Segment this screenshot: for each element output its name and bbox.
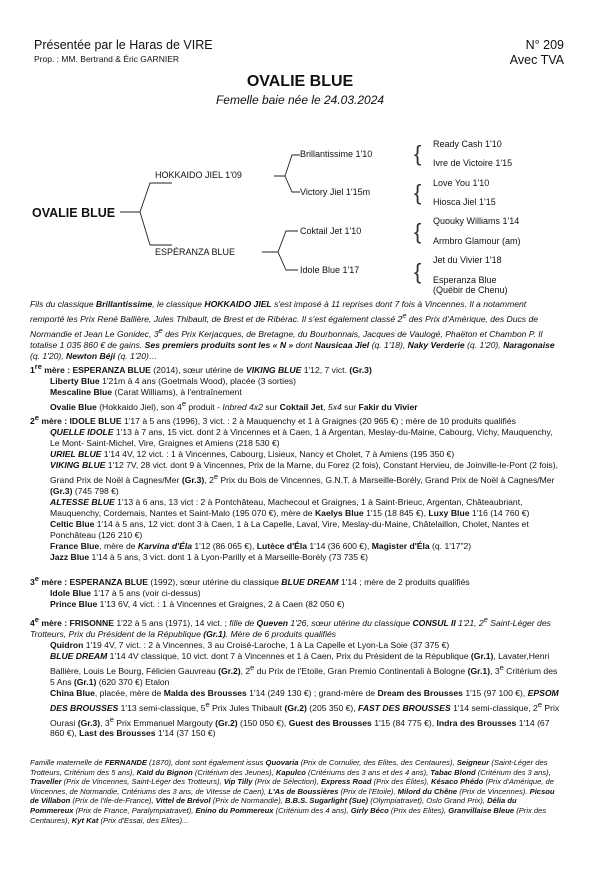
brace-icon: {: [414, 259, 422, 284]
section-second-dam: [30, 412, 562, 563]
second-dam-product: URIEL BLUE 1'14 4V, 12 vict. : 1 à Vincennes, Cabourg, Lisieux, Nancy et Cholet, 7 à Amiens (195 350 €): [50, 448, 455, 459]
third-dam-product: Prince Blue 1'13 6V, 4 vict. : 1 à Vincennes et Graignes, 2 à Caen (82 050 €): [50, 598, 345, 609]
pedigree-subject: OVALIE BLUE: [32, 206, 116, 220]
first-dam-product: Mescaline Blue (Carat Williams), à l'entraînement: [50, 386, 242, 397]
lot-number: N° 209: [525, 38, 564, 52]
pedigree-g7: Jet du Vivier 1'18: [433, 255, 502, 265]
line-subject-sire: [120, 183, 172, 212]
section-third-dam: [30, 573, 562, 610]
first-dam-heading: 1re mère : ESPERANZA BLUE (2014), sœur utérine de VIKING BLUE 1'12, 7 vict. (Gr.3): [30, 362, 372, 375]
pedigree-dam-dam: Idole Blue 1'17: [300, 265, 360, 275]
second-dam-heading: 2e mère : IDOLE BLUE 1'17 à 5 ans (1996), 3 vict. : 2 à Mauquenchy et 1 à Graignes (20 965 €) ; mère de 10 produits qualifiés: [30, 413, 516, 426]
second-dam-product: ALTESSE BLUE 1'13 à 6 ans, 13 vict : 2 à Pontchâteau, Machecoul et Graignes, 1 à Saint-Brieuc, Argentan, Châteaubriant, Mauquenchy, Cordemais, Nantes et Saint-Malo (195 070 €), mère de Kaelys Blue 1'15 (18 845 €), Luxy Blue 1'16 (14 760 €): [50, 496, 530, 518]
brace-icon: {: [414, 180, 422, 205]
presenter: Présentée par le Haras de VIRE: [34, 38, 213, 52]
line-sire-dam: [285, 176, 300, 192]
line-subject-dam: [140, 212, 172, 245]
pedigree-g1: Ready Cash 1'10: [433, 139, 502, 149]
pedigree-g8: Esperanza Blue: [433, 275, 497, 285]
section-fourth-dam: [30, 614, 562, 739]
line-dam-dam: [278, 252, 298, 270]
horse-name: OVALIE BLUE: [246, 73, 354, 90]
pedigree-g6: Armbro Glamour (am): [433, 236, 521, 246]
pedigree-dam-sire: Coktail Jet 1'10: [300, 226, 362, 236]
maternal-family-note: [30, 758, 562, 825]
fourth-dam-heading: 4e mère : FRISONNE 1'22 à 5 ans (1971), 14 vict. ; fille de Queven 1'26, sœur utérine du classique CONSUL II 1'21, 2e Saint-Léger des Trotteurs, Prix du Président de la République (Gr.1). Mère de 6 produits qualifiés: [30, 615, 551, 639]
line-sire-sire: [274, 155, 300, 176]
pedigree-sire-dam: Victory Jiel 1'15m: [300, 187, 371, 197]
fourth-dam-product: BLUE DREAM 1'14 4V classique, 10 vict. dont 7 à Vincennes et 1 à Caen, Prix du Président de la République (Gr.1), Lavater,Henri Ballière, Louis Le Bourg, Félicien Gauvreau (Gr.2), 2e du Prix de l'Etoile, Gran Premio Continentali à Bologne (Gr.1), 3e Critérium des 5 Ans (Gr.1) (620 370 €) Etalon: [50, 650, 558, 687]
tax-status: Avec TVA: [509, 53, 564, 67]
section-first-dam: [30, 361, 562, 413]
second-dam-product: France Blue, mère de Karvina d'Éla 1'12 (86 065 €), Lutèce d'Éla 1'14 (36 600 €), Magister d'Éla (q. 1'17"2): [50, 540, 472, 551]
brace-icon: {: [414, 219, 422, 244]
pedigree-g5: Quouky Williams 1'14: [433, 216, 520, 226]
third-dam-heading: 3e mère : ESPERANZA BLUE (1992), sœur utérine du classique BLUE DREAM 1'14 ; mère de 2 produits qualifiés: [30, 574, 470, 587]
pedigree-g2: Ivre de Victoire 1'15: [433, 158, 513, 168]
second-dam-product: Celtic Blue 1'14 à 5 ans, 12 vict. dont 3 à Caen, 1 à La Capelle, Laval, Vire, Meslay-du-Maine, Châtelaillon, Cholet, Nantes et Ponchâteau (126 210 €): [50, 518, 529, 540]
family-text: Famille maternelle de FERNANDE (1870), dont sont également issus Quovaria (Prix de Cornulier, des Elites, des Centaures), Seigneur (Saint-Léger des Trotteurs, Critérium des 5 ans), Kaïd du Bignon (Critérium des Jeunes), Kapulco (Critériums des 3 ans et des 4 ans), Tabac Blond (Critérium des 3 ans), Traveller (Prix de Vincennes, Saint-Léger des Trotteurs), Vip Tilly (Prix de Sélection), Express Road (Prix des Élites), Késaco Phédo (Prix d'Amérique, de Vincennes, de Normandie, Critériums des 3 ans, de Vitesse de Caen), L'As de Boussières (Prix de l'Etoile), Milord du Chêne (Prix de Vincennes). Picsou de Villabon (Prix de l'Ile-de-France), Vittel de Brévol (Prix de Normandie), B.B.S. Sugarlight (Sue) (Olympiatravet), Oslo Grand Prix), Délia du Pommereux (Prix de France, Paralympiatravet), Enino du Pommereux (Critérium des 4 ans), Girly Béco (Prix des Elites), Granvillaise Bleue (Prix des Centaures), Kyt Kat (Prix d'Essai, des Elites)...: [30, 758, 555, 825]
brace-icon: {: [414, 141, 422, 166]
pedigree-dam: ESPÉRANZA BLUE: [155, 247, 236, 257]
pedigree-sire-sire: Brillantissime 1'10: [300, 149, 373, 159]
pedigree-g3: Love You 1'10: [433, 178, 490, 188]
owner: Prop. : MM. Bertrand & Éric GARNIER: [34, 54, 180, 64]
second-dam-product: VIKING BLUE 1'12 7V, 28 vict. dont 9 à Vincennes, Prix de la Marne, du Forez (2 fois), Constant Hervieu, de Joinville-le-Pont (2 fois), Grand Prix de Noël à Cagnes/Mer (Gr.3), 2e Prix du Bois de Vincennes, G.N.T. à Marseille-Borély, Grand Prix de Noël à Cagnes/Mer (Gr.3) (745 798 €): [50, 459, 558, 496]
fourth-dam-product: Quidron 1'19 4V, 7 vict. : 2 à Vincennes, 3 au Croisé-Laroche, 1 à La Capelle et Lyon-La Soie (37 375 €): [50, 639, 450, 650]
pedigree-sire: HOKKAIDO JIEL 1'09: [155, 170, 242, 180]
second-dam-product: Jazz Blue 1'14 à 5 ans, 3 vict. dont 1 à Lyon-Parilly et à Marseille-Borély (73 735 €): [50, 551, 369, 562]
third-dam-product: Idole Blue 1'17 à 5 ans (voir ci-dessus): [50, 587, 201, 598]
pedigree-g8-note: (Québir de Chenu): [433, 285, 508, 295]
intro-text: Fils du classique Brillantissime, le classique HOKKAIDO JIEL s'est imposé à 11 reprises dont 7 fois à Vincennes. Il a notamment remporté les Prix René Ballière, Jules Thibault, de Brest et de Ribérac. Il s'est également classé 2e des Prix d'Amérique, des Ducs de Normandie et Jean Le Gonidec, 3e des Prix Kerjacques, de Bretagne, du Bourbonnais, Jacques de Vaulogé, Phaëton et Chambon P. Il totalise 1 035 860 € de gains. Ses premiers produits sont les « N » dont Nausicaa Jiel (q. 1'18), Naky Verderie (q. 1'20), Naragonaise (q. 1'20), Newton Béji (q. 1'20)…: [30, 299, 555, 361]
second-dam-product: QUELLE IDOLE 1'13 à 7 ans, 15 vict. dont 2 à Vincennes et à Caen, 1 à Argentan, Meslay-du-Maine, Cabourg, Vichy, Mauquenchy, Le Mont- Saint-Michel, Vire, Graignes et Amiens (218 530 €): [50, 426, 553, 448]
first-dam-product: Ovalie Blue (Hokkaido Jiel), son 4e produit - Inbred 4x2 sur Coktail Jet, 5x4 sur Fakir du Vivier: [50, 398, 418, 412]
pedigree-g4: Hiosca Jiel 1'15: [433, 197, 496, 207]
first-dam-product: Liberty Blue 1'21m à 4 ans (Goetmals Wood), placée (3 sorties): [50, 375, 297, 386]
horse-description: Femelle baie née le 24.03.2024: [215, 93, 385, 107]
fourth-dam-product: China Blue, placée, mère de Malda des Brousses 1'14 (249 130 €) ; grand-mère de Dream des Brousses 1'15 (97 100 €), EPSOM DES BROUSSES 1'13 semi-classique, 5e Prix Jules Thibault (Gr.2) (205 350 €), FAST DES BROUSSES 1'14 semi-classique, 2e Prix Ourasi (Gr.3), 3e Prix Emmanuel Margouty (Gr.2) (150 050 €), Guest des Brousses 1'15 (84 775 €), Indra des Brousses 1'14 (67 860 €), Last des Brousses 1'14 (37 150 €): [50, 687, 560, 739]
line-dam-sire: [262, 231, 298, 252]
sire-intro: [30, 299, 562, 362]
